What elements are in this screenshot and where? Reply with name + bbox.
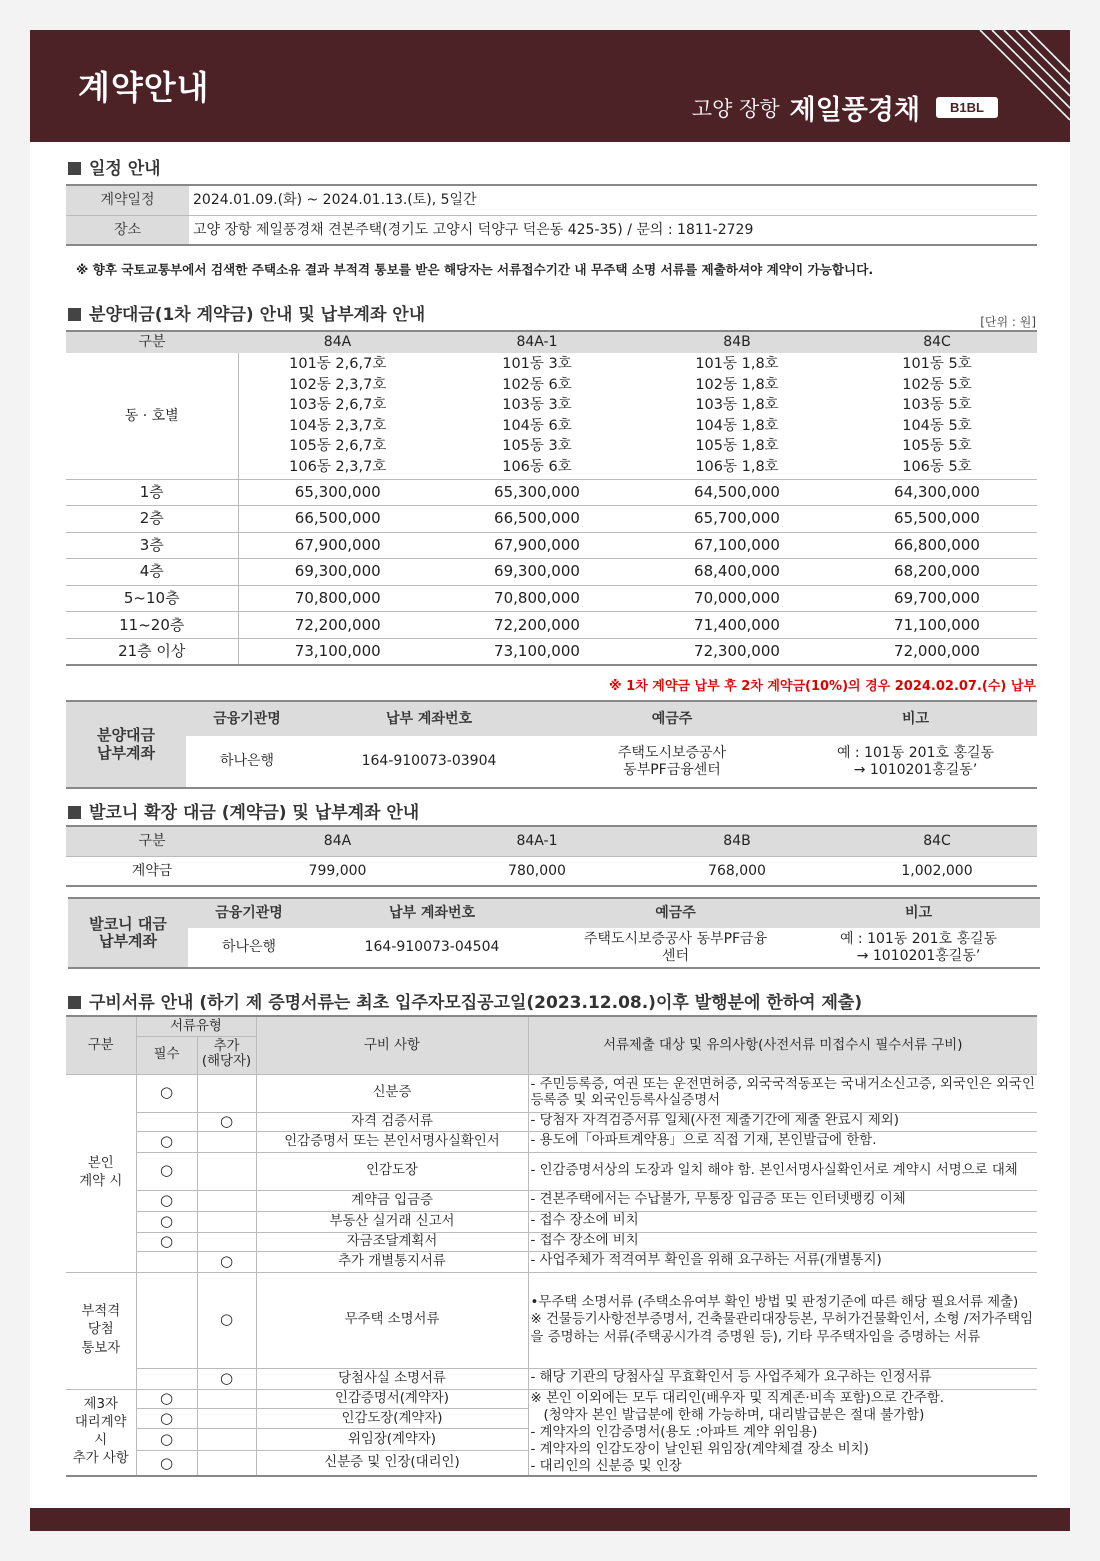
floor-price: 64,500,000 xyxy=(694,482,780,501)
floor-price: 68,200,000 xyxy=(894,562,980,581)
required-mark xyxy=(136,1251,197,1272)
doc-desc: - 접수 장소에 비치 xyxy=(530,1233,639,1249)
required-mark: ○ xyxy=(136,1409,197,1429)
second-payment-note: ※ 1차 계약금 납부 후 2차 계약금(10%)의 경우 2024.02.07.(수) 납부 xyxy=(608,679,1036,694)
doc-desc: ※ 본인 이외에는 모두 대리인(배우자 및 직계존·비속 포함)으로 간주함. (청약자 본인 발급분에 한해 가능하며, 대리발급분은 절대 불가함) - 계약자의 인감증명서(용도 :아파트 계약 위임용) - 계약자의 인감도장이 날인된 위임장(계약체결 장소 비치) - 대리인의 신분증 및 인장 xyxy=(530,1390,944,1475)
required-mark: ○ xyxy=(136,1428,197,1451)
dongho-cell: 101동 2,6,7호 102동 2,3,7호 103동 2,6,7호 104동 2,3,7호 105동 2,6,7호 106동 2,3,7호 xyxy=(289,356,387,475)
doc-item: 당첨사실 소명서류 xyxy=(256,1368,528,1389)
price-col-header: 84C xyxy=(923,334,951,351)
floor-price: 70,800,000 xyxy=(294,589,381,608)
docs-row xyxy=(66,1190,1037,1211)
docs-row xyxy=(66,1131,1037,1152)
doc-desc: - 접수 장소에 비치 xyxy=(530,1213,639,1229)
floor-price: 65,500,000 xyxy=(894,509,980,528)
price-col-header: 84A-1 xyxy=(516,334,558,351)
extra-mark xyxy=(197,1451,256,1477)
floor-price: 73,100,000 xyxy=(294,641,381,660)
docs-heading: 구비서류 안내 (하기 제 증명서류는 최초 입주자모집공고일(2023.12.08.)이후 발행분에 한하여 제출) xyxy=(68,988,862,1013)
required-mark: ○ xyxy=(136,1131,197,1152)
balcony-value: 799,000 xyxy=(308,862,367,879)
floor-price: 73,100,000 xyxy=(494,641,580,660)
dongho-row xyxy=(66,353,1037,479)
doc-desc: - 해당 기관의 당첨사실 무효확인서 등 사업주체가 요구하는 인정서류 xyxy=(530,1370,932,1386)
required-mark xyxy=(136,1272,197,1368)
floor-price: 71,100,000 xyxy=(894,615,980,634)
floor-label: 1층 xyxy=(66,479,238,506)
floor-price: 66,500,000 xyxy=(494,509,580,528)
floor-price: 67,900,000 xyxy=(294,535,381,554)
account-col-header: 비고 xyxy=(794,701,1037,736)
required-mark: ○ xyxy=(136,1389,197,1409)
floor-price-row xyxy=(66,612,1037,639)
account-col-header: 금융기관명 xyxy=(186,701,308,736)
extra-mark: ○ xyxy=(197,1251,256,1272)
doc-item: 자격 검증서류 xyxy=(256,1112,528,1131)
doc-item: 자금조달계획서 xyxy=(256,1232,528,1251)
required-mark: ○ xyxy=(136,1152,197,1190)
balcony-value: 1,002,000 xyxy=(901,862,973,879)
balcony-account-table xyxy=(68,897,1040,969)
account-col-header: 납부 계좌번호 xyxy=(310,898,554,928)
account-remark: 예 : 101동 201호 홍길동 → 1010201홍길동’ xyxy=(836,745,995,778)
doc-desc: - 주민등록증, 여권 또는 운전면허증, 외국국적동포는 국내거소신고증, 외국인은 외국인 등록증 및 외국인등록사실증명서 xyxy=(530,1076,1035,1108)
docs-group-label: 제3자 대리계약 시 추가 사항 xyxy=(66,1389,136,1476)
balcony-heading: 발코니 확장 대금 (계약금) 및 납부계좌 안내 xyxy=(68,798,419,823)
doc-item: 계약금 입금증 xyxy=(256,1190,528,1211)
floor-price-row xyxy=(66,585,1037,612)
doc-item: 인감증명서 또는 본인서명사실확인서 xyxy=(256,1131,528,1152)
page-footer xyxy=(30,1508,1070,1531)
project-location: 고양 장항 xyxy=(691,96,780,121)
floor-price: 67,900,000 xyxy=(494,535,580,554)
account-remark: 예 : 101동 201호 홍길동 → 1010201홍길동’ xyxy=(839,931,998,964)
doc-item: 신분증 xyxy=(256,1074,528,1112)
docs-row xyxy=(66,1074,1037,1112)
schedule-value: 2024.01.09.(화) ~ 2024.01.13.(토), 5일간 xyxy=(193,192,477,209)
extra-mark xyxy=(197,1131,256,1152)
doc-desc: - 견본주택에서는 수납불가, 무통장 입금증 또는 인터넷뱅킹 이체 xyxy=(530,1192,906,1208)
required-mark: ○ xyxy=(136,1232,197,1251)
doc-item: 인감도장(계약자) xyxy=(256,1409,528,1429)
balcony-value: 768,000 xyxy=(708,862,766,879)
extra-mark: ○ xyxy=(197,1272,256,1368)
doc-desc: - 당첨자 자격검증서류 일체(사전 제출기간에 제출 완료시 제외) xyxy=(530,1113,899,1129)
doc-item: 추가 개별통지서류 xyxy=(256,1251,528,1272)
floor-price: 65,300,000 xyxy=(494,482,580,501)
required-mark: ○ xyxy=(136,1190,197,1211)
account-col-header: 납부 계좌번호 xyxy=(308,701,550,736)
account-label: 분양대금 납부계좌 xyxy=(66,701,186,788)
balcony-header-row xyxy=(66,826,1037,856)
floor-price: 68,400,000 xyxy=(694,562,780,581)
extra-mark xyxy=(197,1211,256,1232)
price-header-row xyxy=(66,331,1037,353)
dongho-cell: 101동 5호 102동 5호 103동 5호 104동 5호 105동 5호 106동 5호 xyxy=(902,356,972,475)
required-mark: ○ xyxy=(136,1451,197,1477)
project-title xyxy=(692,88,998,127)
docs-header-row xyxy=(66,1016,1037,1036)
extra-mark xyxy=(197,1074,256,1112)
extra-mark xyxy=(197,1409,256,1429)
schedule-row-date xyxy=(66,185,1037,215)
floor-price: 72,000,000 xyxy=(894,641,980,660)
floor-price: 71,400,000 xyxy=(694,615,780,634)
required-mark xyxy=(136,1112,197,1131)
account-col-header: 예금주 xyxy=(550,701,794,736)
doc-desc: - 사업주체가 적격여부 확인을 위해 요구하는 서류(개별통지) xyxy=(530,1253,882,1269)
docs-row xyxy=(66,1112,1037,1131)
balcony-col-header: 84A-1 xyxy=(516,833,558,850)
docs-row xyxy=(66,1152,1037,1190)
schedule-heading: 일정 안내 xyxy=(68,154,161,179)
floor-price: 67,100,000 xyxy=(694,535,780,554)
schedule-label: 계약일정 xyxy=(66,185,189,215)
required-mark: ○ xyxy=(136,1211,197,1232)
docs-row xyxy=(66,1368,1037,1389)
bank-name: 하나은행 xyxy=(219,753,275,770)
floor-price: 70,800,000 xyxy=(494,589,580,608)
docs-group-label: 본인 계약 시 xyxy=(66,1074,136,1272)
extra-mark: ○ xyxy=(197,1368,256,1389)
price-heading: 분양대금(1차 계약금) 안내 및 납부계좌 안내 xyxy=(68,300,425,325)
balcony-col-header: 84C xyxy=(923,833,951,850)
extra-mark xyxy=(197,1389,256,1409)
extra-mark xyxy=(197,1428,256,1451)
price-col-header: 84A xyxy=(323,334,352,351)
account-col-header: 비고 xyxy=(797,898,1040,928)
docs-row xyxy=(66,1211,1037,1232)
balcony-col-label: 구분 xyxy=(138,833,166,850)
floor-label: 2층 xyxy=(66,506,238,533)
project-name: 제일풍경채 xyxy=(789,95,921,126)
doc-item: 인감도장 xyxy=(256,1152,528,1190)
docs-col-extra: 추가 (해당자) xyxy=(197,1036,256,1074)
schedule-note: ※ 향후 국토교통부에서 검색한 주택소유 결과 부적격 통보를 받은 해당자는 서류접수기간 내 무주택 소명 서류를 제출하셔야 계약이 가능합니다. xyxy=(76,262,874,277)
account-number: 164-910073-04504 xyxy=(364,939,500,956)
floor-price-row xyxy=(66,506,1037,533)
docs-row xyxy=(66,1389,1037,1409)
docs-col-category: 구분 xyxy=(66,1016,136,1074)
floor-price-row xyxy=(66,639,1037,666)
floor-label: 4층 xyxy=(66,559,238,586)
floor-label: 21층 이상 xyxy=(66,639,238,666)
account-holder: 주택도시보증공사 동부PF금융 센터 xyxy=(583,931,768,964)
schedule-value: 고양 장항 제일풍경채 견본주택(경기도 고양시 덕양구 덕은동 425-35) / 문의 : 1811-2729 xyxy=(193,221,754,238)
docs-col-desc: 서류제출 대상 및 유의사항(사전서류 미접수시 필수서류 구비) xyxy=(603,1037,963,1053)
docs-row xyxy=(66,1251,1037,1272)
floor-price: 66,500,000 xyxy=(294,509,381,528)
floor-label: 3층 xyxy=(66,532,238,559)
doc-desc: - 용도에「아파트계약용」으로 직접 기재, 본인발급에 한함. xyxy=(530,1133,877,1149)
block-badge: B1BL xyxy=(936,97,998,118)
floor-price-row xyxy=(66,479,1037,506)
balcony-col-header: 84B xyxy=(723,833,751,850)
floor-label: 5~10층 xyxy=(66,585,238,612)
document-page xyxy=(30,30,1070,1531)
extra-mark xyxy=(197,1152,256,1190)
docs-col-item: 구비 사항 xyxy=(256,1016,528,1074)
bank-name: 하나은행 xyxy=(221,939,277,956)
docs-table xyxy=(66,1015,1037,1477)
doc-item: 위임장(계약자) xyxy=(256,1428,528,1451)
price-col-label: 구분 xyxy=(138,334,166,351)
doc-item: 부동산 실거래 신고서 xyxy=(256,1211,528,1232)
floor-price: 66,800,000 xyxy=(894,535,980,554)
balcony-value: 780,000 xyxy=(508,862,566,879)
required-mark: ○ xyxy=(136,1074,197,1112)
doc-item: 인감증명서(계약자) xyxy=(256,1389,528,1409)
docs-row xyxy=(66,1272,1037,1368)
balcony-value-row xyxy=(66,856,1037,886)
floor-price: 69,700,000 xyxy=(894,589,980,608)
floor-price: 72,200,000 xyxy=(294,615,381,634)
floor-price: 72,300,000 xyxy=(694,641,780,660)
floor-label: 11~20층 xyxy=(66,612,238,639)
schedule-label: 장소 xyxy=(66,215,189,245)
account-holder: 주택도시보증공사 동부PF금융센터 xyxy=(617,745,727,778)
account-header-row xyxy=(68,898,1040,928)
extra-mark xyxy=(197,1232,256,1251)
dongho-label: 동 · 호별 xyxy=(66,353,238,479)
page-title: 계약안내 xyxy=(78,68,210,107)
floor-rows xyxy=(66,479,1037,665)
required-mark xyxy=(136,1368,197,1389)
price-col-header: 84B xyxy=(723,334,751,351)
dongho-cell: 101동 1,8호 102동 1,8호 103동 1,8호 104동 1,8호 105동 1,8호 106동 1,8호 xyxy=(695,356,779,475)
docs-row xyxy=(66,1232,1037,1251)
doc-desc: •무주택 소명서류 (주택소유여부 확인 방법 및 판정기준에 따른 해당 필요서류 제출) ※ 건물등기사항전부증명서, 건축물관리대장등본, 무허가건물확인서, 소형 /저가주택임을 증명하는 서류(주택공시가격 증명원 등), 기타 무주택자임을 증명하는 서류 xyxy=(530,1294,1034,1345)
unit-label: [단위 : 원] xyxy=(980,315,1036,329)
decorative-stripes xyxy=(960,30,1070,142)
docs-col-required: 필수 xyxy=(136,1036,197,1074)
docs-col-type: 서류유형 xyxy=(136,1016,256,1036)
doc-item: 신분증 및 인장(대리인) xyxy=(256,1451,528,1477)
floor-price: 65,300,000 xyxy=(294,482,381,501)
floor-price: 70,000,000 xyxy=(694,589,780,608)
floor-price-row xyxy=(66,532,1037,559)
schedule-row-place xyxy=(66,215,1037,245)
extra-mark: ○ xyxy=(197,1112,256,1131)
floor-price: 64,300,000 xyxy=(894,482,980,501)
docs-group-label: 부적격 당첨 통보자 xyxy=(66,1272,136,1389)
price-account-table xyxy=(66,700,1037,789)
account-col-header: 예금주 xyxy=(554,898,797,928)
account-col-header: 금융기관명 xyxy=(188,898,310,928)
balcony-row-label: 계약금 xyxy=(131,862,173,879)
balcony-col-header: 84A xyxy=(323,833,352,850)
floor-price: 69,300,000 xyxy=(294,562,381,581)
extra-mark xyxy=(197,1190,256,1211)
floor-price: 69,300,000 xyxy=(494,562,580,581)
floor-price: 65,700,000 xyxy=(694,509,780,528)
doc-item: 무주택 소명서류 xyxy=(256,1272,528,1368)
price-table xyxy=(66,330,1037,666)
floor-price: 72,200,000 xyxy=(494,615,580,634)
page-header xyxy=(30,30,1070,142)
account-value-row xyxy=(66,736,1037,788)
schedule-table xyxy=(66,184,1037,246)
floor-price-row xyxy=(66,559,1037,586)
account-header-row xyxy=(66,701,1037,736)
dongho-cell: 101동 3호 102동 6호 103동 3호 104동 6호 105동 3호 106동 6호 xyxy=(502,356,572,475)
account-value-row xyxy=(68,928,1040,968)
account-number: 164-910073-03904 xyxy=(361,753,497,770)
account-label: 발코니 대금 납부계좌 xyxy=(68,898,188,968)
doc-desc: - 인감증명서상의 도장과 일치 해야 함. 본인서명사실확인서로 계약시 서명으로 대체 xyxy=(530,1162,1018,1178)
balcony-table xyxy=(66,825,1037,887)
